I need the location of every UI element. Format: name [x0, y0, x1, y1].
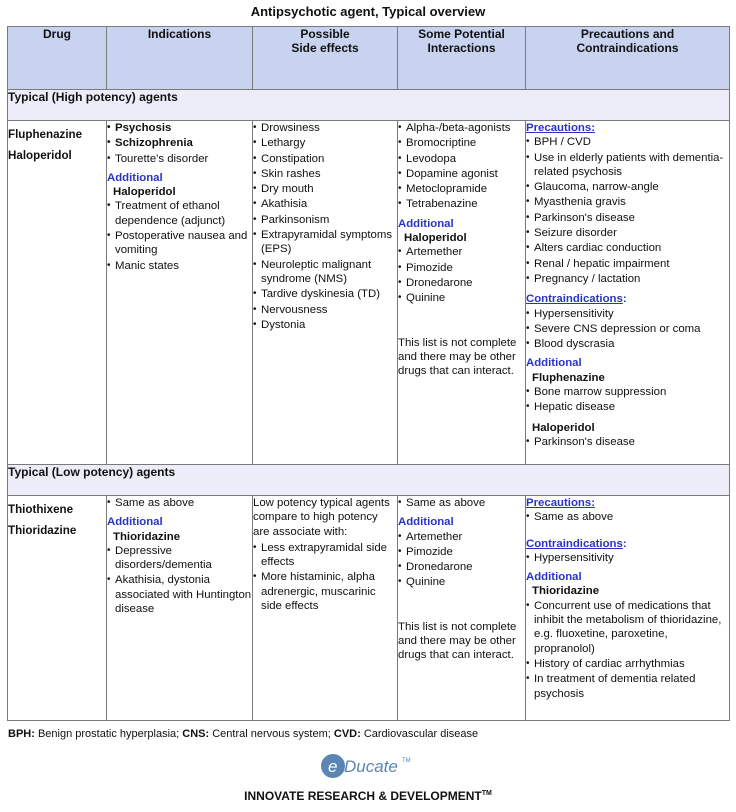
list-item: • Tardive dyskinesia (TD) [253, 287, 397, 301]
additional-drug: Thioridazine [113, 530, 181, 543]
list-item: • Schizophrenia [107, 136, 252, 150]
additional-label: Additional [398, 217, 454, 230]
list-item: • Drowsiness [253, 121, 397, 135]
precautions-label: Precautions: [526, 497, 595, 509]
footer-text: INNOVATE RESEARCH & DEVELOPMENT™ [244, 789, 492, 803]
additional-drug: Fluphenazine [532, 371, 605, 384]
interactions-note: This list is not complete and there may be other drugs that can interact. [398, 620, 517, 662]
logo-wordmark: Ducate [344, 757, 398, 776]
precautions-cell-low [526, 496, 730, 721]
drug-name: Haloperidol [8, 149, 72, 163]
list-item: • Pimozide [398, 545, 525, 559]
list-item: • Blood dyscrasia [526, 337, 729, 351]
list-item: • Same as above [526, 510, 729, 524]
additional-drug: Thioridazine [532, 585, 600, 598]
drug-cell-high [8, 121, 107, 465]
col-header-indications: Indications [107, 27, 253, 90]
list-item: • Quinine [398, 291, 525, 305]
list-item: • Artemether [398, 530, 525, 544]
overview-table [7, 26, 730, 721]
drug-name: Fluphenazine [8, 128, 83, 141]
list-item: • Hepatic disease [526, 400, 729, 414]
list-item: • Constipation [253, 152, 397, 166]
svg-text:TM: TM [402, 758, 411, 764]
list-item: • Pregnancy / lactation [526, 272, 729, 286]
abbr-definition: Benign prostatic hyperplasia; [34, 728, 183, 740]
page-title: Antipsychotic agent, Typical overview [250, 4, 486, 19]
side-effects-intro: Low potency typical agents compare to high potency are associate with: [253, 497, 393, 538]
list-item: • Parkinson's disease [526, 435, 729, 449]
list-item: • Myasthenia gravis [526, 195, 729, 209]
list-item: • Bone marrow suppression [526, 385, 729, 399]
list-item: • Severe CNS depression or coma [526, 322, 729, 336]
list-item: • Tourette's disorder [107, 152, 252, 166]
list-item: • More histaminic, alpha adrenergic, muscarinic side effects [253, 570, 397, 613]
list-item: • BPH / CVD [526, 135, 729, 149]
col-header-interactions: Some Potential Interactions [398, 27, 526, 90]
contraindications-label: Contraindications: [526, 537, 627, 550]
additional-label: Additional [107, 171, 163, 184]
interactions-note: This list is not complete and there may be other drugs that can interact. [398, 336, 517, 378]
section-title-high: Typical (High potency) agents [8, 90, 730, 121]
side-effects-cell-low [253, 496, 398, 721]
list-item: • Hypersensitivity [526, 307, 729, 321]
drug-name: Thioridazine [8, 524, 77, 538]
abbr-term: CVD: [333, 728, 361, 740]
list-item: • Same as above [107, 496, 252, 510]
additional-label: Additional [526, 357, 582, 370]
col-header-precautions: Precautions and Contraindications [526, 27, 730, 90]
list-item: • Seizure disorder [526, 226, 729, 240]
list-item: • Same as above [398, 496, 525, 510]
list-item: • Bromocriptine [398, 136, 525, 150]
table-row-high [8, 121, 730, 465]
list-item: • Less extrapyramidal side effects [253, 541, 397, 570]
list-item: • Concurrent use of medications that inhibit the metabolism of thioridazine, e.g. fluoxetine, paroxetine, propranolol) [526, 599, 729, 656]
list-item: • Glaucoma, narrow-angle [526, 180, 729, 194]
indications-cell-low [107, 496, 253, 721]
svg-text:e: e [328, 757, 338, 776]
side-effects-cell-high [253, 121, 398, 465]
drug-cell-low [8, 496, 107, 721]
list-item: • Skin rashes [253, 167, 397, 181]
list-item: • Treatment of ethanol dependence (adjunct) [107, 199, 252, 228]
col-header-side-effects: Possible Side effects [253, 27, 398, 90]
section-title-low: Typical (Low potency) agents [8, 465, 730, 496]
list-item: • Tetrabenazine [398, 197, 525, 211]
list-item: • Akathisia [253, 197, 397, 211]
header-row [8, 27, 730, 90]
contraindications-label: Contraindications: [526, 293, 627, 306]
interactions-cell-high [398, 121, 526, 465]
abbr-term: CNS: [182, 728, 210, 740]
additional-drug: Haloperidol [404, 232, 467, 245]
list-item: • Metoclopramide [398, 182, 525, 196]
list-item: • Postoperative nausea and vomiting [107, 229, 252, 258]
list-item: • Parkinson's disease [526, 211, 729, 225]
section-row-high [8, 90, 730, 121]
table-row-low [8, 496, 730, 721]
list-item: • Hypersensitivity [526, 551, 729, 565]
list-item: • Use in elderly patients with dementia-related psychosis [526, 151, 729, 180]
educate-logo-icon [320, 752, 420, 782]
list-item: • Psychosis [107, 121, 252, 135]
list-item: • Extrapyramidal symptoms (EPS) [253, 228, 397, 257]
additional-drug: Haloperidol [113, 186, 176, 199]
list-item: • Alters cardiac conduction [526, 241, 729, 255]
abbr-term: BPH: [8, 728, 35, 740]
abbr-definition: Central nervous system; [209, 728, 334, 740]
list-item: • History of cardiac arrhythmias [526, 657, 729, 671]
list-item: • Parkinsonism [253, 213, 397, 227]
section-row-low [8, 465, 730, 496]
list-item: • Quinine [398, 575, 525, 589]
list-item: • Renal / hepatic impairment [526, 257, 729, 271]
additional-drug: Haloperidol [532, 421, 595, 434]
abbr-definition: Cardiovascular disease [360, 728, 479, 740]
list-item: • In treatment of dementia related psychosis [526, 672, 729, 701]
list-item: • Dopamine agonist [398, 167, 525, 181]
list-item: • Alpha-/beta-agonists [398, 121, 525, 135]
list-item: • Neuroleptic malignant syndrome (NMS) [253, 258, 397, 287]
list-item: • Levodopa [398, 152, 525, 166]
precautions-cell-high [526, 121, 730, 465]
list-item: • Dronedarone [398, 560, 525, 574]
list-item: • Artemether [398, 245, 525, 259]
list-item: • Nervousness [253, 303, 397, 317]
list-item: • Pimozide [398, 261, 525, 275]
precautions-label: Precautions: [526, 122, 595, 134]
additional-label: Additional [398, 516, 454, 529]
educate-logo [320, 752, 420, 782]
additional-label: Additional [107, 516, 163, 529]
list-item: • Manic states [107, 259, 252, 273]
list-item: • Depressive disorders/dementia [107, 544, 252, 573]
list-item: • Dry mouth [253, 182, 397, 196]
drug-name: Thiothixene [8, 503, 74, 516]
list-item: • Dronedarone [398, 276, 525, 290]
indications-cell-high [107, 121, 253, 465]
list-item: • Lethargy [253, 136, 397, 150]
additional-label: Additional [526, 571, 582, 584]
list-item: • Akathisia, dystonia associated with Huntington disease [107, 573, 252, 616]
interactions-cell-low [398, 496, 526, 721]
list-item: • Dystonia [253, 318, 397, 332]
abbreviations-legend [8, 728, 478, 740]
col-header-drug: Drug [8, 27, 107, 90]
